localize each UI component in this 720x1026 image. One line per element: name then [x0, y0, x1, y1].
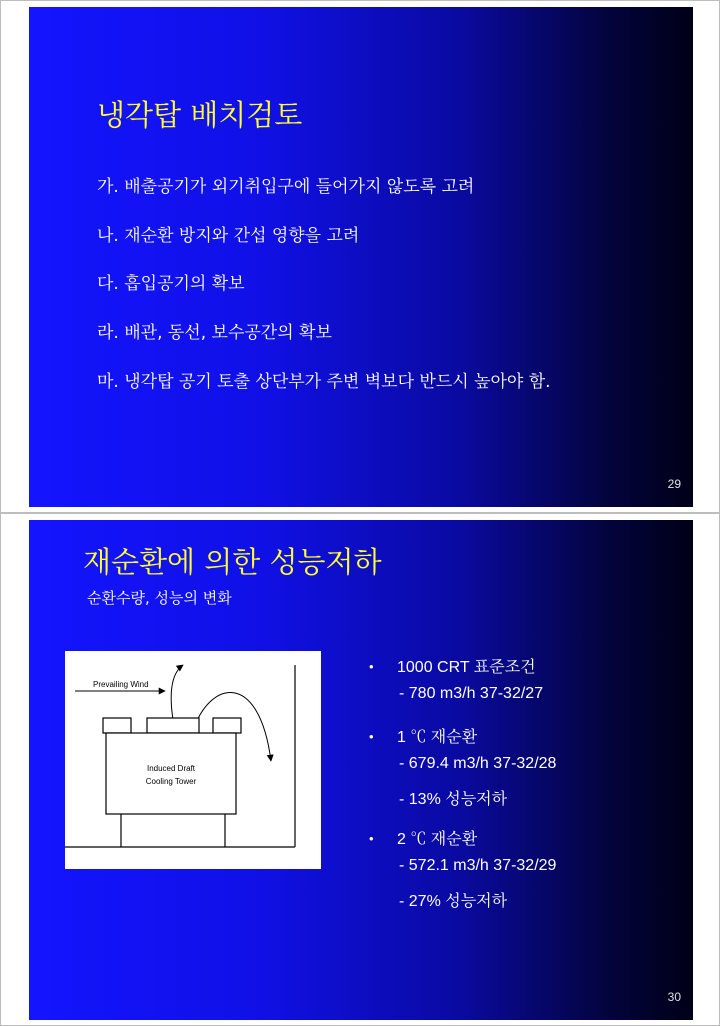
list-item: 마. 냉각탑 공기 토출 상단부가 주변 벽보다 반드시 높아야 함. — [97, 372, 551, 392]
fan-stack-center — [147, 718, 199, 733]
list-item: 2 ℃ 재순환 — [397, 831, 478, 848]
list-subitem: - 572.1 m3/h 37-32/29 — [399, 857, 557, 874]
recirculation-diagram — [65, 651, 321, 869]
slide-title: 재순환에 의한 성능저하 — [83, 545, 382, 579]
slide-29 — [29, 7, 693, 507]
list-item: 다. 흡입공기의 확보 — [97, 274, 245, 294]
list-subitem: - 27% 성능저하 — [399, 893, 508, 910]
wind-label: Prevailing Wind — [93, 680, 149, 689]
bullet-dot: • — [369, 659, 374, 674]
fan-stack-right — [213, 718, 241, 733]
list-subitem: - 679.4 m3/h 37-32/28 — [399, 755, 557, 772]
slide-title: 냉각탑 배치검토 — [97, 98, 303, 132]
page-30 — [0, 513, 720, 1026]
list-item: 1000 CRT 표준조건 — [397, 659, 536, 676]
bullet-dot: • — [369, 831, 374, 846]
slide-number: 30 — [667, 990, 681, 1004]
cooling-tower-body — [106, 733, 236, 814]
bullet-dot: • — [369, 729, 374, 744]
list-item: 가. 배출공기가 외기취입구에 들어가지 않도록 고려 — [97, 177, 475, 197]
tower-label-line1: Induced Draft — [146, 764, 196, 773]
list-subitem: - 13% 성능저하 — [399, 791, 508, 808]
list-item: 라. 배관, 동선, 보수공간의 확보 — [97, 323, 332, 343]
fan-stack-left — [103, 718, 131, 733]
list-subitem: - 780 m3/h 37-32/27 — [399, 685, 544, 702]
slide-number: 29 — [667, 477, 681, 491]
tower-label-line2: Cooling Tower — [145, 777, 197, 786]
list-item: 나. 재순환 방지와 간섭 영향을 고려 — [97, 226, 360, 246]
slide-subtitle: 순환수량, 성능의 변화 — [87, 589, 232, 607]
diagram-svg — [65, 651, 321, 869]
list-item: 1 ℃ 재순환 — [397, 729, 478, 746]
slide-30 — [29, 520, 693, 1020]
